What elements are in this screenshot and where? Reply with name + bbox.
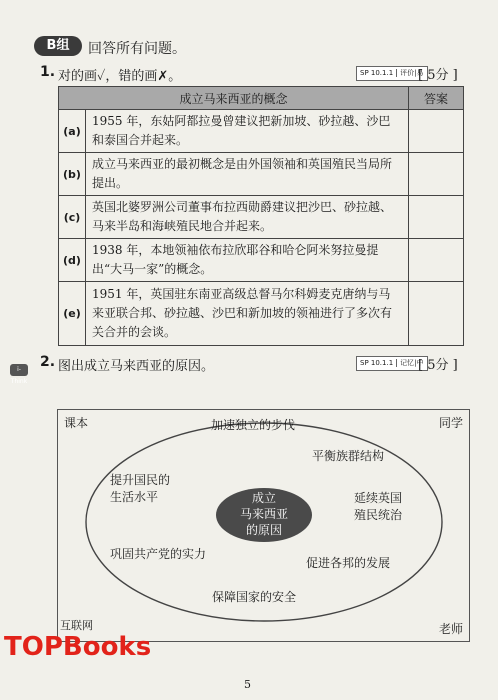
row-statement: 英国北婆罗洲公司董事布拉西勋爵建议把沙巴、砂拉越、马来半岛和海峡殖民地合并起来。 <box>86 196 409 239</box>
frame-label-teacher: 老师 <box>438 622 463 636</box>
q1-number: 1. <box>40 64 56 80</box>
q1-sp-tag <box>356 66 428 81</box>
center-topic-line: 马来西亚 <box>239 507 288 521</box>
reason-living-standard <box>110 472 170 506</box>
center-topic <box>211 490 317 538</box>
col-concept-header: 成立马来西亚的概念 <box>59 87 409 110</box>
answer-cell[interactable] <box>409 239 464 282</box>
q1-level: 评价|易 <box>396 69 423 77</box>
col-answer-header: 答案 <box>409 87 464 110</box>
answer-cell[interactable] <box>409 110 464 153</box>
row-label: (c) <box>59 196 86 239</box>
frame-label-textbook: 课本 <box>64 416 89 430</box>
q2-instruction: 图出成立马来西亚的原因。 <box>58 359 215 374</box>
row-statement: 1938 年，本地领袖依布拉欣耶谷和哈仑阿米努拉曼提出“大马一家”的概念。 <box>86 239 409 282</box>
row-label: (a) <box>59 110 86 153</box>
circle-map-diagram <box>57 409 470 642</box>
q1-table <box>58 86 464 346</box>
reason-communist: 巩固共产党的实力 <box>110 547 207 561</box>
table-row <box>59 153 464 196</box>
table-row <box>59 282 464 346</box>
reason-line: 延续英国 <box>354 491 403 505</box>
table-row <box>59 196 464 239</box>
q2-number: 2. <box>40 354 56 370</box>
row-label: (d) <box>59 239 86 282</box>
answer-cell[interactable] <box>409 153 464 196</box>
q2-sp-tag <box>356 356 428 371</box>
notebook-icon: i-Think <box>10 366 28 385</box>
reason-national-security: 保障国家的安全 <box>212 590 297 604</box>
q2-score: [ 5分 ] <box>418 358 458 373</box>
center-topic-line: 的原因 <box>245 523 282 537</box>
reason-state-development: 促进各邦的发展 <box>306 556 391 570</box>
center-topic-line: 成立 <box>251 491 276 505</box>
q1-sp-code: SP 10.1.1 <box>360 69 394 77</box>
row-label: (e) <box>59 282 86 346</box>
footer-small-text: 互联网 <box>60 619 93 632</box>
reason-british-rule <box>354 490 402 524</box>
q2-sp-code: SP 10.1.1 <box>360 359 394 367</box>
reason-line: 提升国民的 <box>110 473 171 487</box>
reason-line: 生活水平 <box>110 490 159 504</box>
q1-instruction: 对的画✓，错的画✗。 <box>58 69 182 84</box>
row-statement: 1951 年，英国驻东南亚高级总督马尔科姆麦克唐纳与马来亚联合邦、砂拉越、沙巴和新加坡的领袖进行了多次有关合并的会谈。 <box>86 282 409 346</box>
page-number: 5 <box>244 678 251 691</box>
row-statement: 1955 年，东姑阿都拉曼曾建议把新加坡、砂拉越、沙巴和泰国合并起来。 <box>86 110 409 153</box>
q1-table-header <box>59 87 464 110</box>
q2-level: 记忆|中 <box>396 359 423 367</box>
answer-cell[interactable] <box>409 196 464 239</box>
reason-balance-ethnic: 平衡族群结构 <box>312 449 385 463</box>
section-title: 回答所有问题。 <box>88 41 186 57</box>
reason-speed-independence: 加速独立的步伐 <box>211 418 296 432</box>
row-label: (b) <box>59 153 86 196</box>
q1-score: [ 5分 ] <box>418 68 458 83</box>
table-row <box>59 110 464 153</box>
table-row <box>59 239 464 282</box>
answer-cell[interactable] <box>409 282 464 346</box>
frame-label-classmate: 同学 <box>438 416 463 430</box>
section-badge: B组 <box>34 36 82 56</box>
row-statement: 成立马来西亚的最初概念是由外国领袖和英国殖民当局所提出。 <box>86 153 409 196</box>
topbooks-watermark-logo: TOPBooks <box>4 632 152 662</box>
reason-line: 殖民统治 <box>354 508 403 522</box>
